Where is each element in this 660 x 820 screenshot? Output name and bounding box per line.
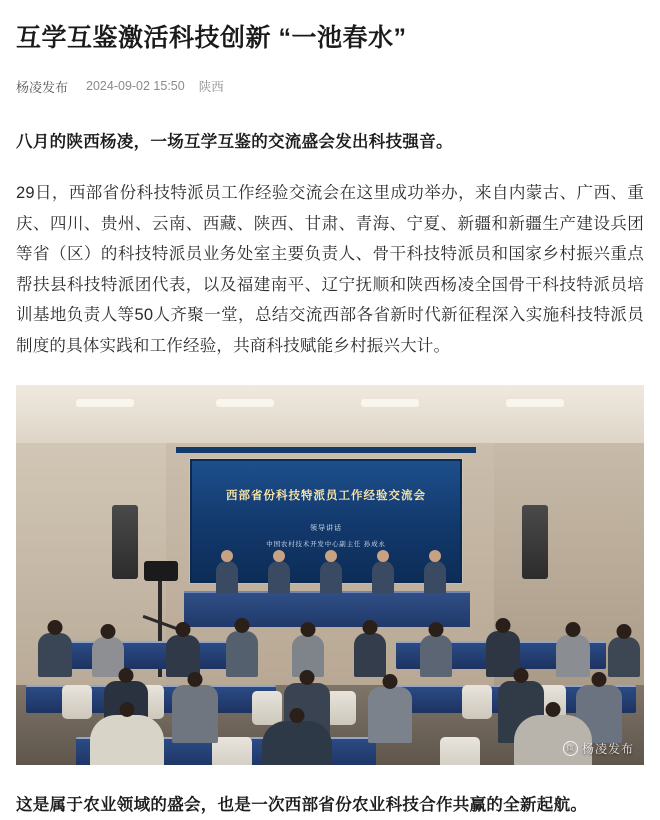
photo-stage-person <box>216 561 238 593</box>
photo-stage-table <box>184 591 470 627</box>
article-photo <box>16 385 644 765</box>
meta-datetime: 2024-09-02 15:50 <box>86 79 185 93</box>
photo-chair <box>62 685 92 719</box>
photo-speaker-left <box>112 505 138 579</box>
photo-attendee-foreground <box>90 715 164 765</box>
screen-subtitle-2: 中国农村技术开发中心副主任 孙成永 <box>266 541 386 549</box>
photo-stage-person <box>372 561 394 593</box>
body-paragraph: 29日，西部省份科技特派员工作经验交流会在这里成功举办，来自内蒙古、广西、重庆、四川、贵州、云南、西藏、陕西、甘肃、青海、宁夏、新疆和新疆生产建设兵团等省（区）的科技特派员业务处室主要负责人、骨干科技特派员和国家乡村振兴重点帮扶县科技特派团代表，以及福建南平、辽宁抚顺和陕西杨凌全国骨干科技特派员培训基地负责人等50人齐聚一堂，总结交流西部各省新时代新征程深入实施科技特派员制度的具体实践和工作经验，共商科技赋能乡村振兴大计。 <box>16 184 644 355</box>
photo-camera-icon <box>144 561 178 581</box>
photo-stage-person <box>424 561 446 593</box>
photo-chair <box>212 737 252 765</box>
screen-title-text: 西部省份科技特派员工作经验交流会 <box>226 490 426 503</box>
screen-subtitle-1: 领导讲话 <box>310 525 342 533</box>
ceiling-light-icon <box>506 399 564 407</box>
photo-attendee <box>368 687 412 743</box>
photo-chair <box>326 691 356 725</box>
closing-paragraph: 这是属于农业领域的盛会，也是一次西部省份农业科技合作共赢的全新起航。 <box>16 796 588 815</box>
photo-stage-person <box>320 561 342 593</box>
watermark-text: 杨凌发布 <box>581 742 634 757</box>
photo-attendee <box>226 631 258 677</box>
photo-speaker-right <box>522 505 548 579</box>
photo-attendee-foreground <box>262 721 332 765</box>
article-meta <box>16 77 644 96</box>
photo-watermark <box>563 740 634 757</box>
photo-attendee <box>172 685 218 743</box>
photo-ceiling <box>16 385 644 443</box>
photo-banner-strip <box>176 447 476 453</box>
wechat-badge-icon: 微 <box>563 741 578 756</box>
ceiling-light-icon <box>361 399 419 407</box>
photo-attendee <box>166 635 200 677</box>
ceiling-light-icon <box>216 399 274 407</box>
photo-chair <box>462 685 492 719</box>
page-title: 互学互鉴激活科技创新 “一池春水” <box>16 24 407 52</box>
photo-attendee <box>354 633 386 677</box>
meta-region: 陕西 <box>198 80 224 94</box>
photo-attendee <box>38 633 72 677</box>
photo-attendee <box>420 635 452 677</box>
lead-paragraph: 八月的陕西杨凌，一场互学互鉴的交流盛会发出科技强音。 <box>16 132 453 151</box>
ceiling-light-icon <box>76 399 134 407</box>
photo-attendee <box>556 635 590 677</box>
photo-attendee <box>608 637 640 677</box>
photo-chair <box>252 691 282 725</box>
photo-stage-person <box>268 561 290 593</box>
meta-source: 杨凌发布 <box>16 79 69 95</box>
photo-chair <box>440 737 480 765</box>
